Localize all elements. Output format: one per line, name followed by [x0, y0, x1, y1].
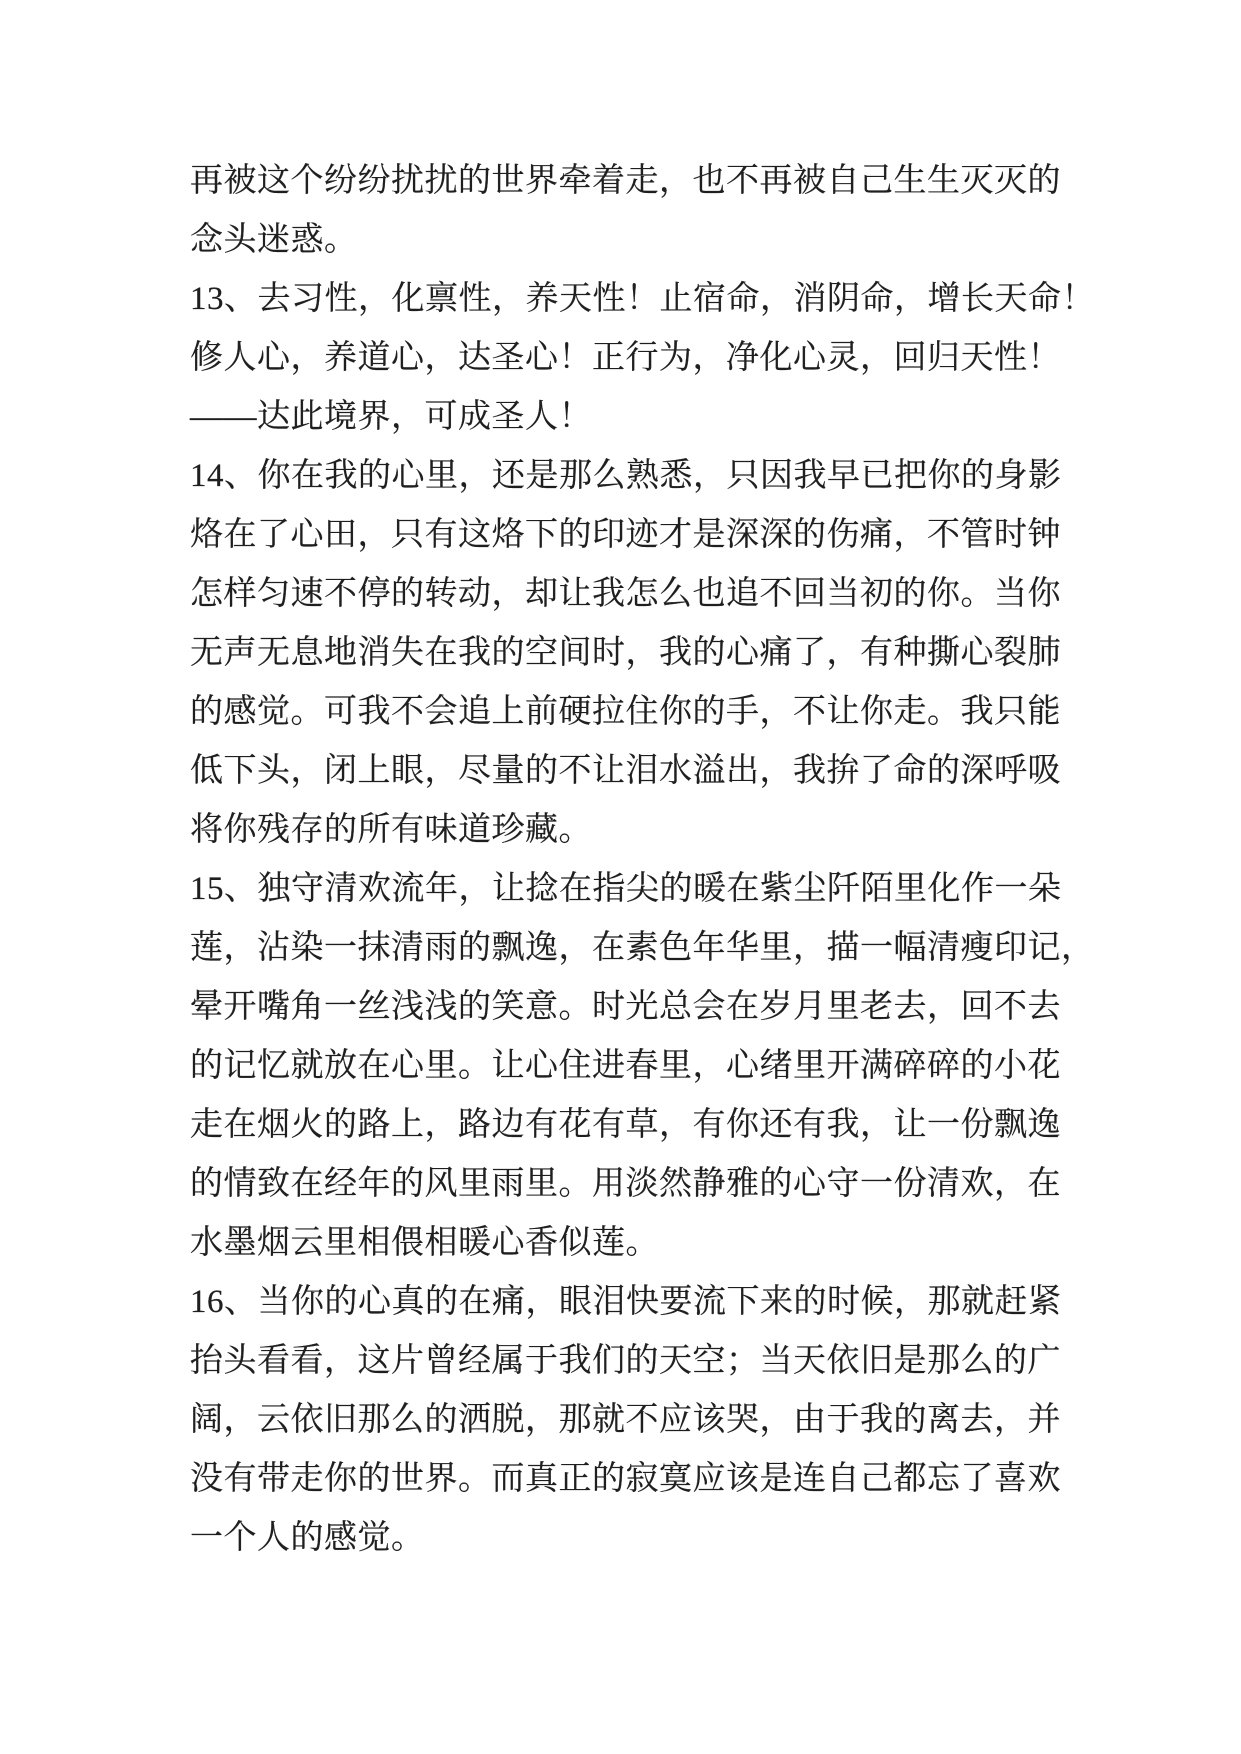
text-line: 怎样匀速不停的转动，却让我怎么也追不回当初的你。当你: [190, 576, 1061, 612]
text-line: 没有带走你的世界。而真正的寂寞应该是连自己都忘了喜欢: [190, 1461, 1061, 1497]
text-line: 的感觉。可我不会追上前硬拉住你的手，不让你走。我只能: [190, 694, 1061, 730]
text-line: 烙在了心田，只有这烙下的印迹才是深深的伤痛，不管时钟: [190, 517, 1061, 553]
text-line: 莲，沾染一抹清雨的飘逸，在素色年华里，描一幅清瘦印记，: [190, 930, 1095, 966]
text-line: 晕开嘴角一丝浅浅的笑意。时光总会在岁月里老去，回不去: [190, 989, 1061, 1025]
text-line: 的情致在经年的风里雨里。用淡然静雅的心守一份清欢，在: [190, 1166, 1061, 1202]
text-line: 念头迷惑。: [190, 222, 358, 258]
text-line: 走在烟火的路上，路边有花有草，有你还有我，让一份飘逸: [190, 1107, 1061, 1143]
text-block: [190, 152, 1130, 1568]
text-line: 一个人的感觉。: [190, 1520, 425, 1556]
text-line: 修人心，养道心，达圣心！正行为，净化心灵，回归天性！: [190, 340, 1061, 376]
text-line: 无声无息地消失在我的空间时，我的心痛了，有种撕心裂肺: [190, 635, 1061, 671]
text-line: 16、当你的心真的在痛，眼泪快要流下来的时候，那就赶紧: [190, 1284, 1062, 1320]
text-line: 13、去习性，化禀性，养天性！止宿命，消阴命，增长天命！: [190, 281, 1095, 317]
text-line: 低下头，闭上眼，尽量的不让泪水溢出，我拚了命的深呼吸: [190, 753, 1061, 789]
text-line: 14、你在我的心里，还是那么熟悉，只因我早已把你的身影: [190, 458, 1062, 494]
text-line: 水墨烟云里相偎相暖心香似莲。: [190, 1225, 659, 1261]
text-line: 将你残存的所有味道珍藏。: [190, 812, 592, 848]
text-line: 阔，云依旧那么的洒脱，那就不应该哭，由于我的离去，并: [190, 1402, 1061, 1438]
text-line: ——达此境界，可成圣人！: [190, 399, 592, 435]
text-line: 再被这个纷纷扰扰的世界牵着走，也不再被自己生生灭灭的: [190, 163, 1061, 199]
text-line: 抬头看看，这片曾经属于我们的天空；当天依旧是那么的广: [190, 1343, 1061, 1379]
text-line: 15、独守清欢流年，让捻在指尖的暖在紫尘阡陌里化作一朵: [190, 871, 1062, 907]
text-line: 的记忆就放在心里。让心住进春里，心绪里开满碎碎的小花: [190, 1048, 1061, 1084]
